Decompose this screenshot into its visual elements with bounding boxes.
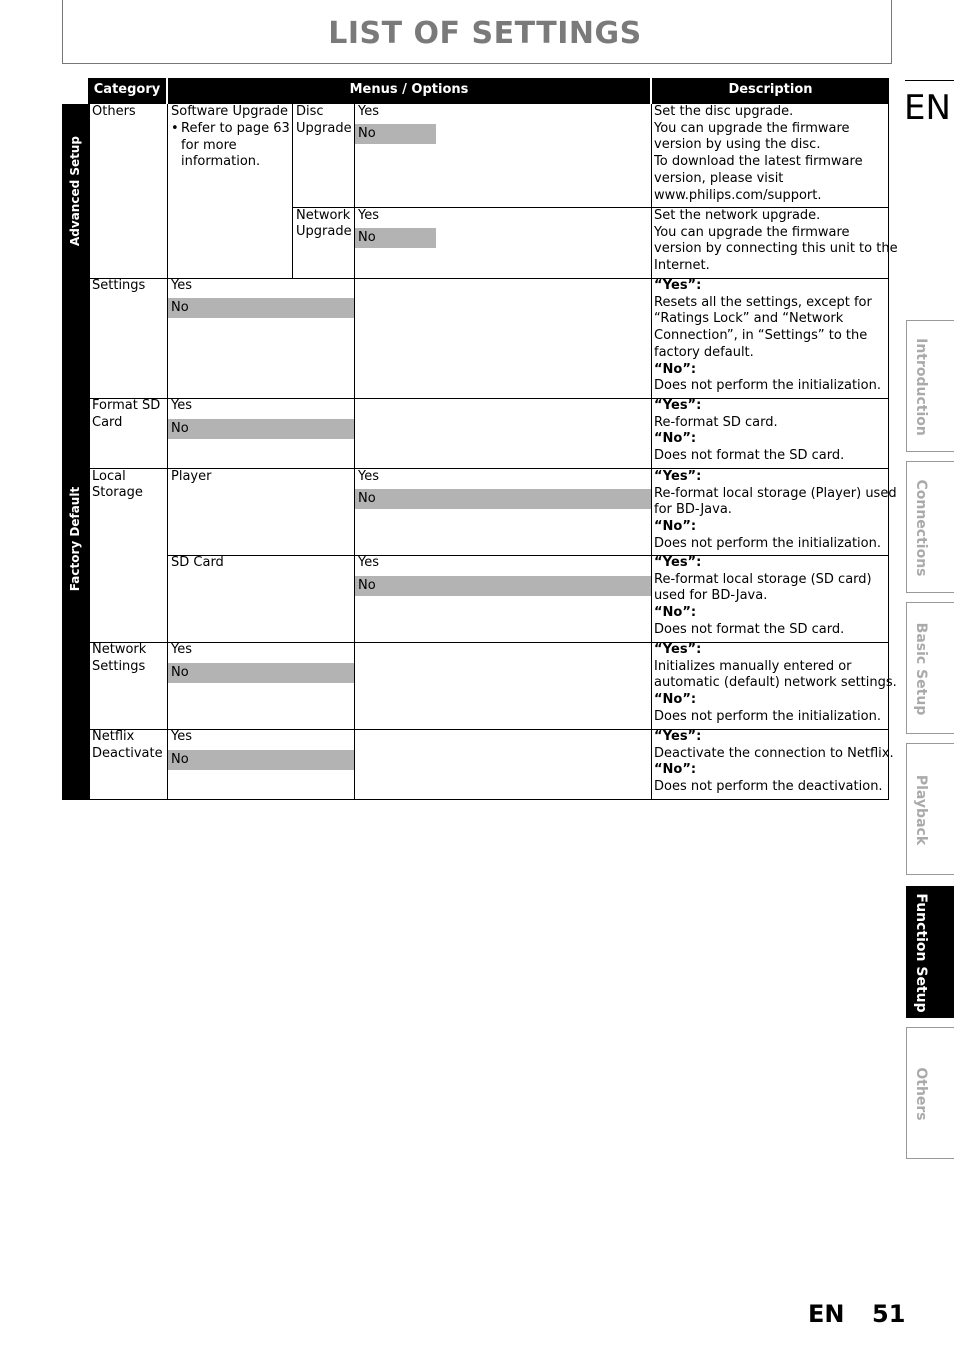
page-number: 51: [872, 1300, 906, 1328]
description-disc-upgrade: [654, 104, 863, 204]
description-no-heading: “No”:: [654, 361, 697, 377]
description-sd-card: [654, 555, 872, 639]
description-no-heading: “No”:: [654, 692, 697, 708]
tab-introduction[interactable]: [906, 320, 954, 452]
category-local-storage-line2: Storage: [92, 485, 143, 500]
description-line: Does not perform the initialization.: [654, 708, 881, 724]
option-yes: Yes: [358, 555, 379, 570]
section-label-advanced-setup: Advanced Setup: [68, 135, 82, 247]
option-no-selected: No: [355, 228, 436, 248]
header-description: Description: [652, 78, 889, 104]
category-others: Others: [92, 104, 136, 119]
description-network-upgrade: [654, 208, 898, 275]
tab-playback[interactable]: [906, 743, 954, 875]
option-no-selected: No: [355, 576, 651, 596]
option-yes: Yes: [358, 208, 379, 223]
option-no-selected: No: [168, 298, 354, 318]
description-line: To download the latest firmware: [654, 154, 863, 170]
description-no-heading: “No”:: [654, 519, 697, 535]
category-network-settings: Network: [92, 642, 147, 657]
grid-line: [354, 104, 355, 800]
option-no-selected: No: [168, 419, 354, 439]
option-no-selected: No: [168, 663, 354, 683]
description-netflix-deactivate: [654, 729, 894, 796]
option-no-selected: No: [355, 124, 436, 144]
grid-line: [167, 104, 168, 800]
option-yes: Yes: [171, 398, 192, 413]
description-line: You can upgrade the firmware: [654, 224, 850, 240]
description-line: Set the disc upgrade.: [654, 104, 794, 119]
option-yes: Yes: [171, 278, 192, 293]
note-line: for more: [181, 138, 237, 153]
category-local-storage: Local: [92, 469, 126, 484]
tab-introduction-label: Introduction: [913, 338, 929, 436]
description-line: used for BD-Java.: [654, 588, 768, 604]
description-line: for BD-Java.: [654, 502, 732, 518]
description-line: “Ratings Lock” and “Network: [654, 311, 844, 327]
submenu-network-upgrade-line2: Upgrade: [296, 224, 352, 239]
header-category: Category: [88, 78, 166, 104]
description-line: Does not perform the initialization.: [654, 378, 881, 394]
header-menus-options: Menus / Options: [168, 78, 650, 104]
grid-line: [89, 104, 90, 800]
category-network-settings-line2: Settings: [92, 659, 146, 674]
tab-playback-label: Playback: [913, 774, 929, 846]
description-line: version by connecting this unit to the: [654, 241, 898, 257]
description-line: version, please visit: [654, 170, 784, 186]
language-tab: EN: [904, 88, 951, 128]
category-netflix-deactivate: Netflix: [92, 729, 135, 744]
option-yes: Yes: [171, 729, 192, 744]
submenu-disc-upgrade-line2: Upgrade: [296, 121, 352, 136]
description-yes-heading: “Yes”:: [654, 642, 702, 657]
tab-function-setup[interactable]: [906, 886, 954, 1018]
description-yes-heading: “Yes”:: [654, 469, 702, 484]
description-line: Does not format the SD card.: [654, 448, 845, 464]
tab-basic-setup[interactable]: [906, 602, 954, 734]
description-line: www.philips.com/support.: [654, 187, 822, 203]
note-line: Refer to page 63: [181, 121, 290, 136]
tab-connections-label: Connections: [913, 479, 929, 577]
option-no-selected: No: [355, 489, 651, 509]
description-line: You can upgrade the firmware: [654, 120, 850, 136]
description-settings: [654, 278, 881, 395]
category-format-sd-card: Format SD: [92, 398, 161, 413]
submenu-sd-card: SD Card: [171, 555, 224, 570]
option-yes: Yes: [171, 642, 192, 657]
description-line: Does not perform the deactivation.: [654, 779, 883, 795]
description-line: factory default.: [654, 344, 754, 360]
description-line: Re-format SD card.: [654, 414, 778, 430]
description-network-settings: [654, 642, 897, 726]
tab-others[interactable]: [906, 1027, 954, 1159]
description-line: automatic (default) network settings.: [654, 675, 897, 691]
page-title: LIST OF SETTINGS: [328, 16, 642, 51]
description-line: Re-format local storage (SD card): [654, 571, 872, 587]
description-no-heading: “No”:: [654, 605, 697, 621]
description-line: Deactivate the connection to Netflix.: [654, 745, 894, 761]
note-line: information.: [181, 154, 261, 169]
description-line: Internet.: [654, 258, 710, 274]
description-line: Set the network upgrade.: [654, 208, 821, 223]
description-line: version by using the disc.: [654, 137, 821, 153]
tab-others-label: Others: [913, 1067, 929, 1121]
description-yes-heading: “Yes”:: [654, 729, 702, 744]
description-line: Re-format local storage (Player) used: [654, 485, 897, 501]
option-yes: Yes: [358, 469, 379, 484]
grid-line: [292, 104, 293, 278]
submenu-player: Player: [171, 469, 212, 484]
tab-function-setup-label: Function Setup: [913, 893, 929, 1013]
description-player: [654, 469, 897, 553]
description-line: Connection”, in “Settings” to the: [654, 328, 868, 344]
description-line: Resets all the settings, except for: [654, 294, 872, 310]
menu-software-upgrade: Software Upgrade: [171, 104, 289, 119]
description-no-heading: “No”:: [654, 431, 697, 447]
option-no-selected: No: [168, 750, 354, 770]
tab-connections[interactable]: [906, 461, 954, 593]
section-label-factory-default: Factory Default: [68, 486, 82, 592]
grid-line: [651, 104, 652, 800]
description-format-sd-card: [654, 398, 844, 465]
tab-basic-setup-label: Basic Setup: [913, 622, 929, 716]
description-yes-heading: “Yes”:: [654, 278, 702, 293]
category-format-sd-card-line2: Card: [92, 415, 123, 430]
grid-line: [62, 799, 889, 800]
description-line: Initializes manually entered or: [654, 658, 852, 674]
description-line: Does not perform the initialization.: [654, 535, 881, 551]
lang-tab-rule: [905, 80, 954, 81]
description-yes-heading: “Yes”:: [654, 398, 702, 413]
description-line: Does not format the SD card.: [654, 621, 845, 637]
footer-language: EN: [808, 1300, 845, 1328]
option-yes: Yes: [358, 104, 379, 119]
note-bullet: •: [171, 121, 179, 136]
submenu-network-upgrade: Network: [296, 208, 351, 223]
description-yes-heading: “Yes”:: [654, 555, 702, 570]
category-settings: Settings: [92, 278, 146, 293]
submenu-disc-upgrade: Disc: [296, 104, 324, 119]
category-netflix-deactivate-line2: Deactivate: [92, 746, 163, 761]
description-no-heading: “No”:: [654, 762, 697, 778]
